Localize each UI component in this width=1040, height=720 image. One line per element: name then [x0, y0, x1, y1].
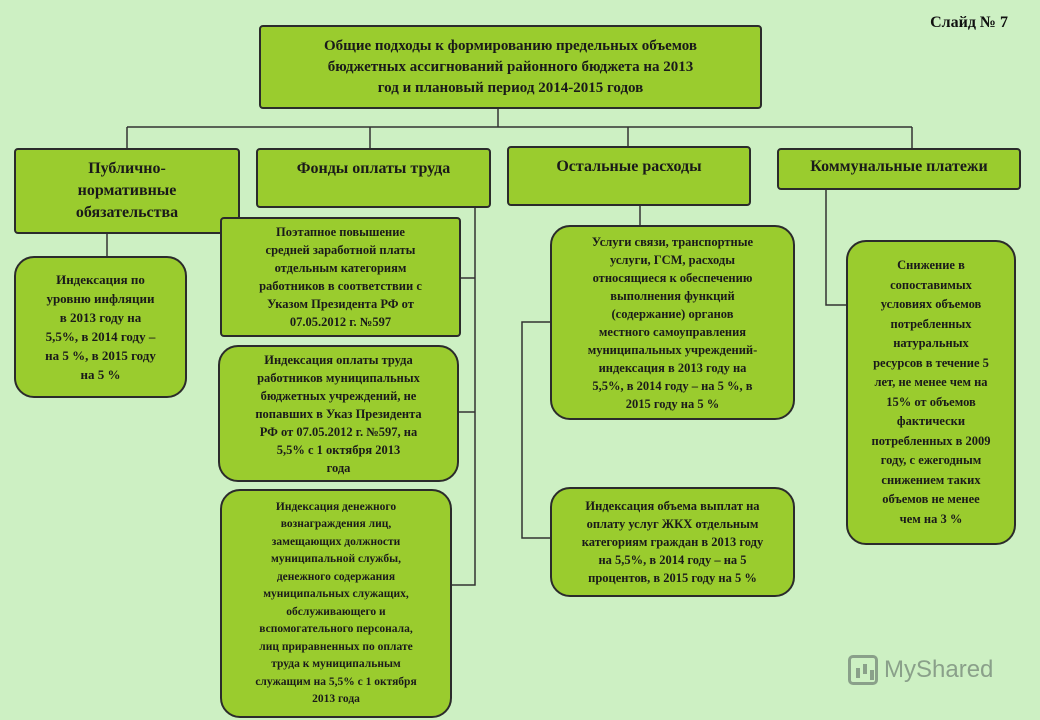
public-indexation-text: Индексация по уровню инфляции в 2013 году на 5,5%, в 2014 году – на 5 %, в 2015 году на 5 %	[45, 272, 156, 382]
slide-number: Слайд № 7	[930, 14, 1008, 31]
watermark	[848, 655, 993, 685]
category-other	[507, 146, 751, 206]
category-wages-label: Фонды оплаты труда	[296, 160, 451, 177]
utilities-reduction-box	[846, 240, 1016, 545]
wages-civil-box	[220, 489, 452, 718]
category-public	[14, 148, 240, 234]
other-housing-box	[550, 487, 795, 597]
chart-icon	[848, 655, 878, 685]
category-utilities-label: Коммунальные платежи	[810, 158, 988, 175]
other-housing-text: Индексация объема выплат на оплату услуг ЖКХ отдельным категориям граждан в 2013 году на 5,5%, в 2014 году – на 5 процентов, в 2015 году на 5 %	[581, 499, 764, 585]
category-wages	[256, 148, 491, 208]
wages-municipal-box	[218, 345, 459, 482]
title-text: Общие подходы к формированию предельных объемов бюджетных ассигнований районного бюджета на 2013 год и плановый период 2014-2015 годов	[324, 37, 697, 96]
other-services-text: Услуги связи, транспортные услуги, ГСМ, расходы относящиеся к обеспечению выполнения функций (содержание) органов местного самоуправления муниципальных учреждений- индексация в 2013 году на 5,5%, в 2014 году – на 5 %, в 2015 году на 5 %	[587, 234, 758, 411]
utilities-reduction-text: Снижение в сопоставимых условиях объемов потребленных натуральных ресурсов в течение 5 лет, не менее чем на 15% от объемов фактически потребленных в 2009 году, с ежегодным снижением таких объемов не менее чем на 3 %	[871, 258, 991, 526]
category-public-label: Публично- нормативные обязательства	[75, 160, 179, 221]
wages-civil-text: Индексация денежного вознаграждения лиц, замещающих должности муниципальной службы, денежного содержания муниципальных служащих, обслуживающего и вспомогательного персонала, лиц приравненных по оплате труда к муниципальным служащим на 5,5% с 1 октября 2013 года	[255, 500, 417, 705]
category-other-label: Остальные расходы	[556, 158, 702, 175]
wages-municipal-text: Индексация оплаты труда работников муниципальных бюджетных учреждений, не попавших в Указ Президента РФ от 07.05.2012 г. №597, на 5,5% с 1 октября 2013 года	[255, 352, 422, 475]
public-indexation-box	[14, 256, 187, 398]
watermark-text: MyShared	[884, 656, 994, 683]
other-services-box	[550, 225, 795, 420]
wages-gradual-text: Поэтапное повышение средней заработной платы отдельным категориям работников в соответствии с Указом Президента РФ от 07.05.2012 г. №597	[259, 225, 422, 329]
title-box	[259, 25, 762, 109]
category-utilities	[777, 148, 1021, 190]
wages-gradual-box	[220, 217, 461, 337]
